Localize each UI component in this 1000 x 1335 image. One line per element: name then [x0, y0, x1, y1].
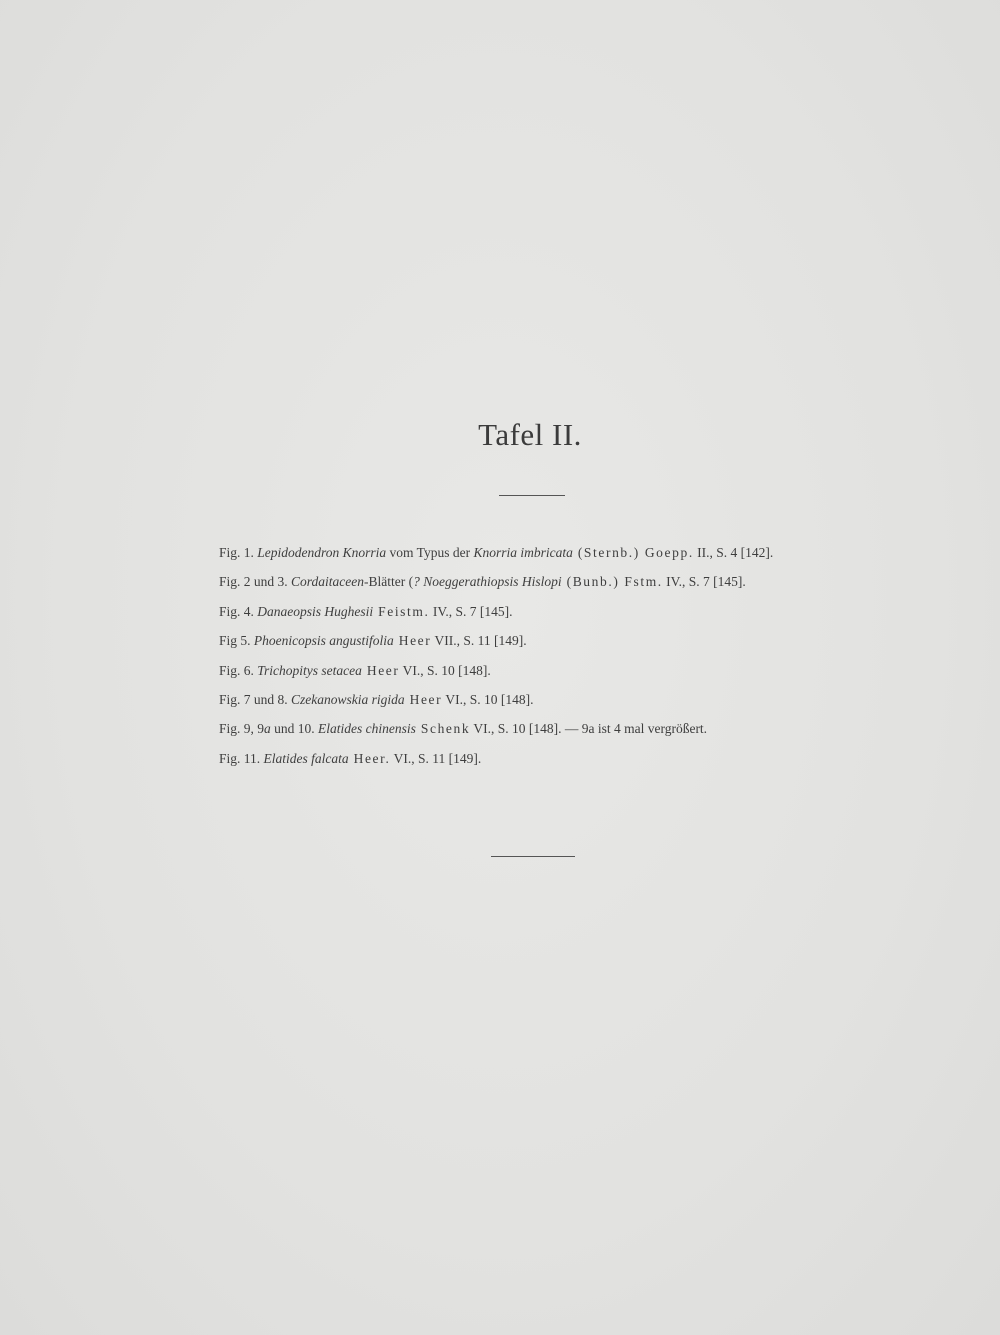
title-divider — [499, 495, 565, 496]
author-name: Heer — [404, 692, 443, 708]
author-name: (Sternb.) Goepp. — [572, 545, 694, 560]
author-name: Heer — [393, 633, 432, 649]
caption-prefix: Fig. 1. — [219, 545, 258, 560]
caption-line — [219, 567, 919, 596]
caption-prefix: Fig. 11. — [219, 750, 264, 766]
figure-caption-list — [219, 538, 919, 773]
caption-reference: II., S. 4 [142]. — [693, 545, 774, 560]
caption-reference: VII., S. 11 [149]. — [431, 633, 527, 649]
caption-line — [219, 744, 919, 773]
caption-prefix: Fig 5. — [219, 633, 254, 649]
caption-prefix: Fig. 2 und 3. — [219, 574, 292, 590]
caption-line — [219, 626, 919, 655]
author-name: Heer — [361, 662, 400, 678]
caption-line — [219, 597, 919, 626]
caption-reference: IV., S. 7 [145]. — [429, 603, 513, 619]
caption-text: vom Typus der — [386, 545, 474, 560]
taxon-name: Elatides falcata — [263, 750, 349, 766]
taxon-name: Knorria imbricata — [473, 545, 573, 560]
author-name: Heer. — [348, 750, 391, 766]
caption-line — [219, 538, 919, 567]
taxon-name: Czekanowskia rigida — [291, 692, 405, 708]
caption-reference: VI., S. 10 [148]. — [442, 692, 534, 708]
taxon-name: Danaeopsis Hughesii — [257, 603, 374, 619]
caption-prefix: Fig. 9, 9 — [219, 721, 265, 737]
caption-reference: VI., S. 10 [148]. — [399, 662, 491, 678]
taxon-name: Trichopitys setacea — [257, 662, 362, 678]
author-name: (Bunb.) Fstm. — [561, 574, 663, 590]
author-name: Schenk — [415, 721, 471, 737]
taxon-name: ? Noeggerathiopsis Hislopi — [413, 574, 562, 590]
caption-text: -Blätter ( — [364, 574, 414, 590]
taxon-name: Phoenicopsis angustifolia — [253, 633, 394, 649]
caption-prefix: Fig. 6. — [219, 662, 258, 678]
caption-prefix: Fig. 7 und 8. — [219, 692, 292, 708]
page-title: Tafel II. — [478, 417, 582, 452]
caption-text: und 10. — [270, 721, 319, 737]
bottom-divider — [491, 856, 575, 857]
taxon-name: Lepidodendron Knorria — [257, 545, 387, 560]
caption-line — [219, 714, 919, 743]
caption-reference: VI., S. 11 [149]. — [390, 750, 482, 766]
caption-reference: VI., S. 10 [148]. — 9a ist 4 mal vergrößert. — [470, 721, 708, 737]
taxon-name: a — [264, 721, 271, 737]
caption-prefix: Fig. 4. — [219, 603, 258, 619]
caption-line — [219, 685, 919, 714]
taxon-name: Cordaitaceen — [291, 574, 364, 590]
author-name: Feistm. — [373, 603, 430, 619]
caption-line — [219, 656, 919, 685]
taxon-name: Elatides chinensis — [318, 721, 416, 737]
caption-reference: IV., S. 7 [145]. — [662, 574, 746, 590]
